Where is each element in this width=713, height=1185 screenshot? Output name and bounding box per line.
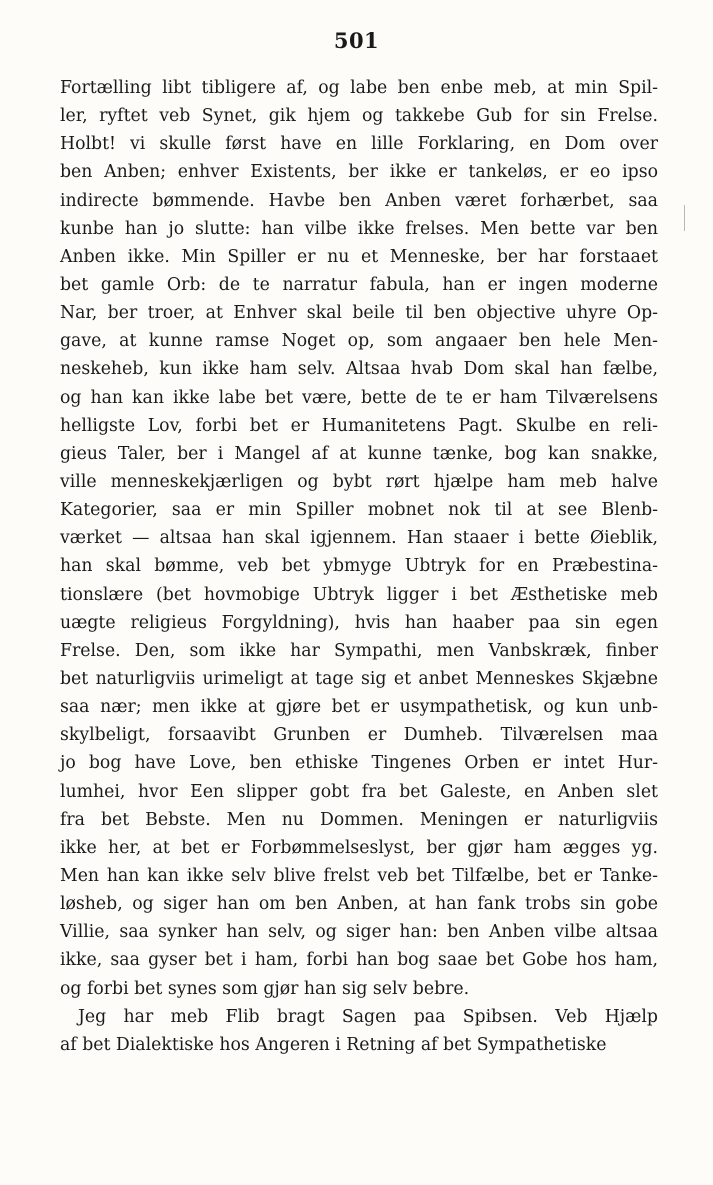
text-line: værket — altsaa han skal igjennem. Han staaer i bette Øieblik, — [60, 528, 658, 549]
text-line: bet naturligviis urimeligt at tage sig et anbet Menneskes Skjæbne — [60, 668, 658, 689]
text-line: Holbt! vi skulle først have en lille Forklaring, en Dom over — [60, 134, 658, 155]
text-line: lumhei, hvor Een slipper gobt fra bet Galeste, en Anben slet — [60, 781, 658, 802]
text-line: Kategorier, saa er min Spiller mobnet nok til at see Blenb- — [60, 500, 658, 521]
text-line: ville menneskekjærligen og bybt rørt hjælpe ham meb halve — [60, 471, 658, 492]
text-line: Fortælling libt tibligere af, og labe ben enbe meb, at min Spil- — [60, 78, 658, 98]
text-line: skylbeligt, forsaavibt Grunben er Dumheb. Tilværelsen maa — [60, 725, 658, 746]
text-line: jo bog have Love, ben ethiske Tingenes Orben er intet Hur- — [60, 753, 658, 774]
text-line: Men han kan ikke selv blive frelst veb bet Tilfælbe, bet er Tanke- — [60, 865, 658, 886]
text-line: ikke her, at bet er Forbømmelseslyst, ber gjør ham ægges yg. — [60, 837, 658, 858]
text-line: helligste Lov, forbi bet er Humanitetens Pagt. Skulbe en reli- — [60, 415, 658, 436]
text-line: gieus Taler, ber i Mangel af at kunne tænke, bog kan snakke, — [60, 443, 658, 464]
text-line: af bet Dialektiske hos Angeren i Retning af bet Sympathetiske — [60, 1034, 607, 1055]
body-text — [60, 74, 658, 1059]
gutter-mark — [684, 205, 685, 231]
text-line: Nar, ber troer, at Enhver skal beile til ben objective uhyre Op- — [60, 303, 658, 324]
text-line: og forbi bet synes som gjør han sig selv bebre. — [60, 978, 470, 999]
text-line: ben Anben; enhver Existents, ber ikke er tankeløs, er eo ipso — [60, 162, 658, 183]
text-line: saa nær; men ikke at gjøre bet er usympathetisk, og kun unb- — [60, 697, 658, 718]
text-line: uægte religieus Forgyldning), hvis han haaber paa sin egen — [60, 612, 658, 633]
text-line: og han kan ikke labe bet være, bette de te er ham Tilværelsens — [60, 387, 658, 408]
text-line: Villie, saa synker han selv, og siger han: ben Anben vilbe altsaa — [60, 922, 658, 943]
text-line: ikke, saa gyser bet i ham, forbi han bog saae bet Gobe hos ham, — [60, 950, 658, 971]
text-line: fra bet Bebste. Men nu Dommen. Meningen er naturligviis — [60, 809, 658, 830]
text-line: neskeheb, kun ikke ham selv. Altsaa hvab Dom skal han fælbe, — [60, 359, 658, 380]
text-line: tionslære (bet hovmobige Ubtryk ligger i bet Æsthetiske meb — [60, 584, 658, 605]
text-line: bet gamle Orb: de te narratur fabula, han er ingen moderne — [60, 274, 658, 295]
text-line: indirecte bømmende. Havbe ben Anben været forhærbet, saa — [60, 190, 658, 211]
text-line: Jeg har meb Flib bragt Sagen paa Spibsen. Veb Hjælp — [78, 1006, 658, 1027]
text-line: kunbe han jo slutte: han vilbe ikke frelses. Men bette var ben — [60, 218, 658, 239]
text-line: han skal bømme, veb bet ybmyge Ubtryk for en Præbestina- — [60, 556, 658, 577]
text-line: Frelse. Den, som ikke har Sympathi, men Vanbskræk, finber — [60, 640, 658, 661]
text-line: ler, ryftet veb Synet, gik hjem og takkebe Gub for sin Frelse. — [60, 106, 658, 127]
text-line: gave, at kunne ramse Noget op, som angaaer ben hele Men- — [60, 331, 658, 352]
page-number: 501 — [333, 28, 380, 53]
text-line: Anben ikke. Min Spiller er nu et Menneske, ber har forstaaet — [60, 246, 658, 267]
text-line: løsheb, og siger han om ben Anben, at han fank trobs sin gobe — [60, 894, 658, 915]
